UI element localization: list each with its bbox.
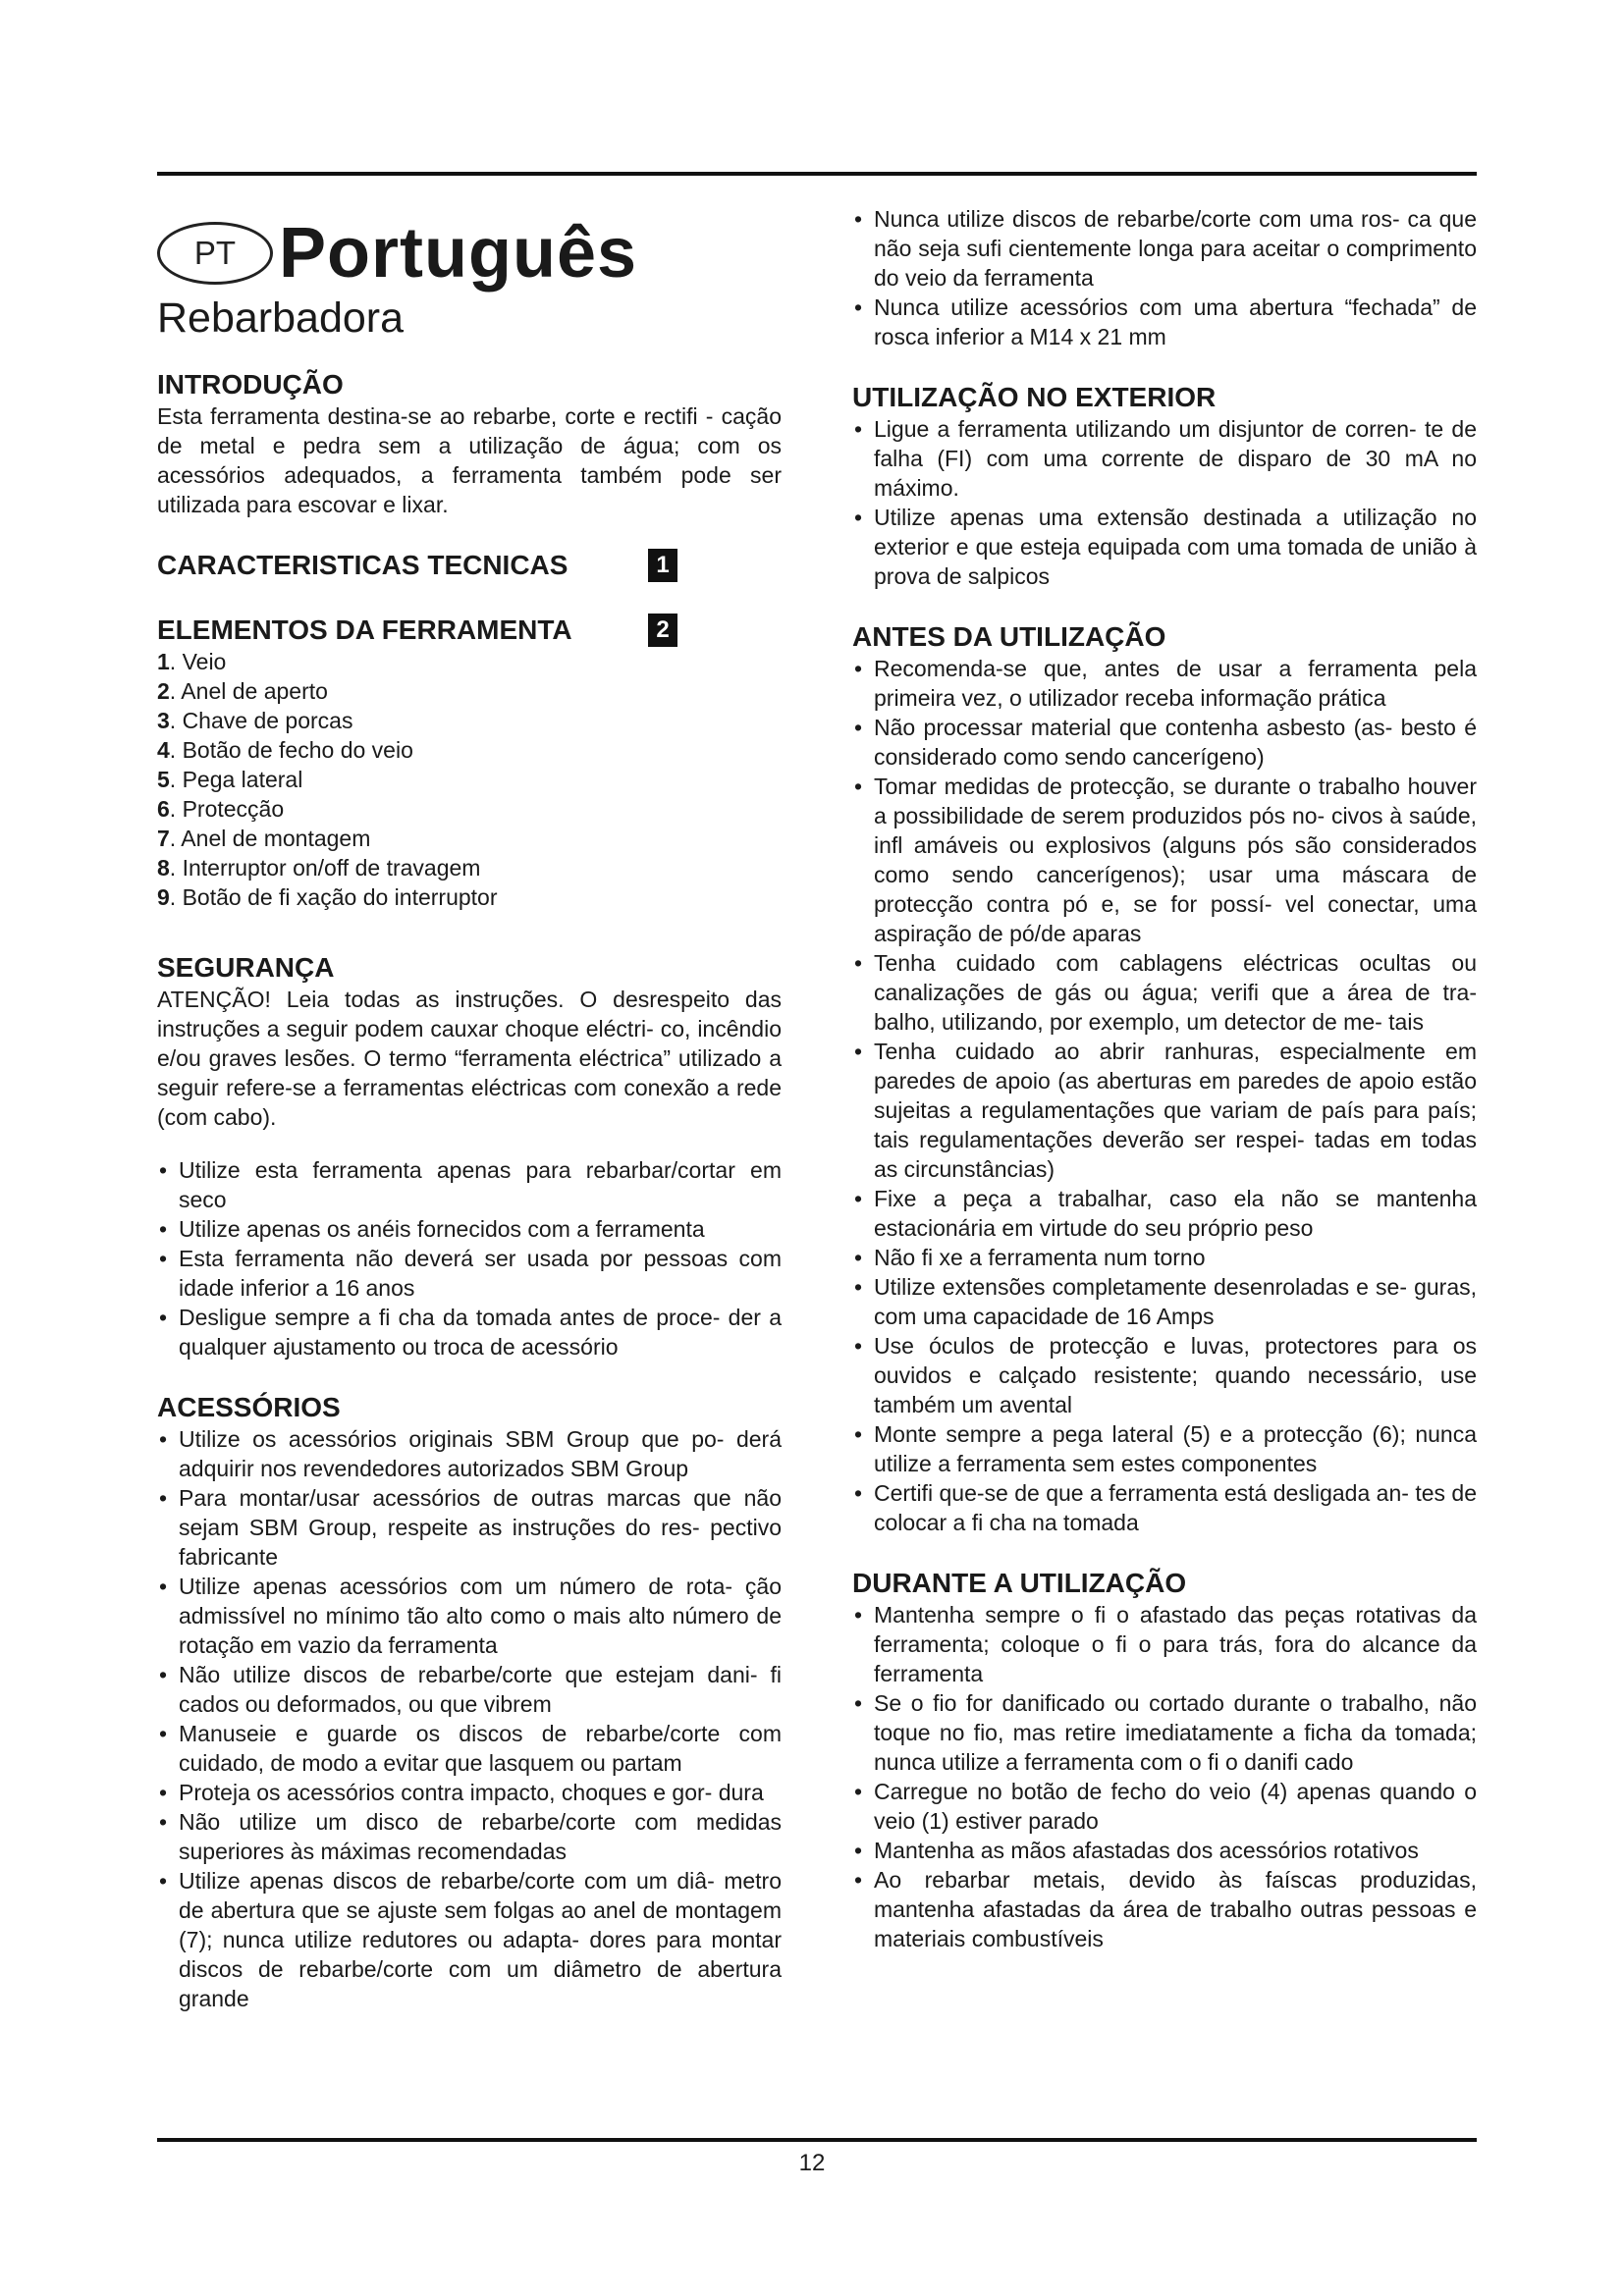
list-item: • Não utilize um disco de rebarbe/corte com medidas superiores às máximas recomendadas	[157, 1807, 782, 1866]
list-item: • Utilize os acessórios originais SBM Group que po- derá adquirir nos revendedores autorizados SBM Group	[157, 1424, 782, 1483]
list-item: • Mantenha sempre o fi o afastado das peças rotativas da ferramenta; coloque o fi o para trás, fora do alcance da ferramenta	[852, 1600, 1477, 1688]
list-item: • Utilize apenas acessórios com um número de rota- ção admissível no mínimo tão alto como o mais alto número de rotação em vazio da ferramenta	[157, 1572, 782, 1660]
list-item: • Ao rebarbar metais, devido às faíscas produzidas, mantenha afastadas da área de trabalho outras pessoas e materiais combustíveis	[852, 1865, 1477, 1953]
during-use-section	[852, 1567, 1477, 1953]
product-title: Rebarbadora	[157, 294, 405, 342]
outdoor-list	[852, 414, 1477, 591]
elements-heading	[157, 614, 677, 647]
safety-list	[157, 1155, 782, 1362]
right-column	[852, 204, 1477, 1983]
during-use-list	[852, 1600, 1477, 1953]
list-item: • Não utilize discos de rebarbe/corte que estejam dani- fi cados ou deformados, ou que vibrem	[157, 1660, 782, 1719]
title-row	[157, 204, 782, 302]
outdoor-heading: UTILIZAÇÃO NO EXTERIOR	[852, 382, 1217, 412]
list-item: 8. Interruptor on/off de travagem	[157, 855, 481, 881]
during-use-heading: DURANTE A UTILIZAÇÃO	[852, 1568, 1187, 1598]
list-item: • Certifi que-se de que a ferramenta está desligada an- tes de colocar a fi cha na tomada	[852, 1478, 1477, 1537]
safety-section	[157, 951, 782, 1362]
top-rule	[157, 172, 1477, 176]
safety-heading: SEGURANÇA	[157, 952, 335, 983]
parts-list	[157, 647, 782, 912]
list-item: • Nunca utilize discos de rebarbe/corte com uma ros- ca que não seja sufi cientemente longa para aceitar o comprimento do veio da ferramenta	[852, 204, 1477, 293]
outdoor-section	[852, 381, 1477, 591]
list-item: 2. Anel de aperto	[157, 678, 328, 704]
list-item: • Fixe a peça a trabalhar, caso ela não se mantenha estacionária em virtude do seu próprio peso	[852, 1184, 1477, 1243]
list-item: • Não fi xe a ferramenta num torno	[852, 1243, 1477, 1272]
list-item: • Não processar material que contenha asbesto (as- besto é considerado como sendo cancerígeno)	[852, 713, 1477, 772]
elements-heading-text: ELEMENTOS DA FERRAMENTA	[157, 614, 572, 645]
accessories-section	[157, 1391, 782, 2013]
intro-text: Esta ferramenta destina-se ao rebarbe, corte e rectifi - cação de metal e pedra sem a utilização de água; com os acessórios adequados, a ferramenta também pode ser utilizada para escovar e lixar.	[157, 403, 782, 517]
intro-heading: INTRODUÇÃO	[157, 369, 344, 400]
intro-section	[157, 368, 782, 519]
list-item: • Esta ferramenta não deverá ser usada por pessoas com idade inferior a 16 anos	[157, 1244, 782, 1303]
figure-ref-2: 2	[648, 614, 677, 647]
list-item: • Tomar medidas de protecção, se durante o trabalho houver a possibilidade de serem produzidos pós no- civos à saúde, infl amáveis ou explosivos (alguns pós são considerados como sendo cancerígenos); usar uma máscara de protecção contra pó e, se for possí- vel conectar, uma aspiração de pó/de aparas	[852, 772, 1477, 948]
specs-heading	[157, 549, 677, 582]
list-item: • Proteja os acessórios contra impacto, choques e gor- dura	[157, 1778, 782, 1807]
left-column	[157, 204, 782, 2043]
list-item: • Ligue a ferramenta utilizando um disjuntor de corren- te de falha (FI) com uma corrente de disparo de 30 mA no máximo.	[852, 414, 1477, 503]
accessories-list	[157, 1424, 782, 2013]
list-item: • Monte sempre a pega lateral (5) e a protecção (6); nunca utilize a ferramenta sem estes componentes	[852, 1419, 1477, 1478]
language-title: Português	[279, 214, 638, 293]
list-item: • Utilize apenas uma extensão destinada a utilização no exterior e que esteja equipada com uma tomada de união à prova de salpicos	[852, 503, 1477, 591]
elements-section	[157, 614, 782, 912]
before-use-section	[852, 620, 1477, 1537]
language-badge: PT	[157, 222, 273, 285]
list-item: • Se o fio for danificado ou cortado durante o trabalho, não toque no fio, mas retire imediatamente a ficha da tomada; nunca utilize a ferramenta com o fi o danifi cado	[852, 1688, 1477, 1777]
list-item: 6. Protecção	[157, 796, 285, 822]
safety-text: ATENÇÃO! Leia todas as instruções. O desrespeito das instruções a seguir podem cauxar choque eléctri- co, incêndio e/ou graves lesões. O termo “ferramenta eléctrica” utilizado a seguir refere-se a ferramentas eléctricas com conexão a rede (com cabo).	[157, 987, 782, 1130]
list-item: • Utilize extensões completamente desenroladas e se- guras, com uma capacidade de 16 Amps	[852, 1272, 1477, 1331]
list-item: • Mantenha as mãos afastadas dos acessórios rotativos	[852, 1836, 1477, 1865]
list-item: 7. Anel de montagem	[157, 826, 371, 851]
list-item: 1. Veio	[157, 649, 227, 674]
list-item: • Utilize esta ferramenta apenas para rebarbar/cortar em seco	[157, 1155, 782, 1214]
list-item: • Carregue no botão de fecho do veio (4) apenas quando o veio (1) estiver parado	[852, 1777, 1477, 1836]
list-item: • Nunca utilize acessórios com uma abertura “fechada” de rosca inferior a M14 x 21 mm	[852, 293, 1477, 351]
list-item: • Para montar/usar acessórios de outras marcas que não sejam SBM Group, respeite as instruções do res- pectivo fabricante	[157, 1483, 782, 1572]
list-item: 5. Pega lateral	[157, 767, 303, 792]
list-item: • Tenha cuidado com cablagens eléctricas ocultas ou canalizações de gás ou água; verifi que a área de tra- balho, utilizando, por exemplo, um detector de me- tais	[852, 948, 1477, 1037]
list-item: • Use óculos de protecção e luvas, protectores para os ouvidos e calçado resistente; quando necessário, use também um avental	[852, 1331, 1477, 1419]
accessories-list-continued	[852, 204, 1477, 351]
list-item: • Utilize apenas discos de rebarbe/corte com um diâ- metro de abertura que se ajuste sem folgas ao anel de montagem (7); nunca utilize redutores ou adapta- dores para montar discos de rebarbe/corte com um diâmetro de abertura grande	[157, 1866, 782, 2013]
list-item: • Recomenda-se que, antes de usar a ferramenta pela primeira vez, o utilizador receba informação prática	[852, 654, 1477, 713]
specs-heading-text: CARACTERISTICAS TECNICAS	[157, 550, 568, 580]
list-item: • Tenha cuidado ao abrir ranhuras, especialmente em paredes de apoio (as aberturas em paredes de apoio estão sujeitas a regulamentações que variam de país para país; tais regulamentações deverão ser respei- tadas em todas as circunstâncias)	[852, 1037, 1477, 1184]
list-item: • Manuseie e guarde os discos de rebarbe/corte com cuidado, de modo a evitar que lasquem ou partam	[157, 1719, 782, 1778]
page-number: 12	[798, 2150, 826, 2176]
specs-section	[157, 549, 782, 582]
before-use-list	[852, 654, 1477, 1537]
bottom-rule	[157, 2138, 1477, 2142]
list-item: • Desligue sempre a fi cha da tomada antes de proce- der a qualquer ajustamento ou troca de acessório	[157, 1303, 782, 1362]
list-item: 3. Chave de porcas	[157, 708, 353, 733]
list-item: • Utilize apenas os anéis fornecidos com a ferramenta	[157, 1214, 782, 1244]
accessories-heading: ACESSÓRIOS	[157, 1392, 341, 1422]
accessories-continued	[852, 204, 1477, 351]
list-item: 9. Botão de fi xação do interruptor	[157, 884, 498, 910]
figure-ref-1: 1	[648, 549, 677, 582]
before-use-heading: ANTES DA UTILIZAÇÃO	[852, 621, 1166, 652]
list-item: 4. Botão de fecho do veio	[157, 737, 413, 763]
